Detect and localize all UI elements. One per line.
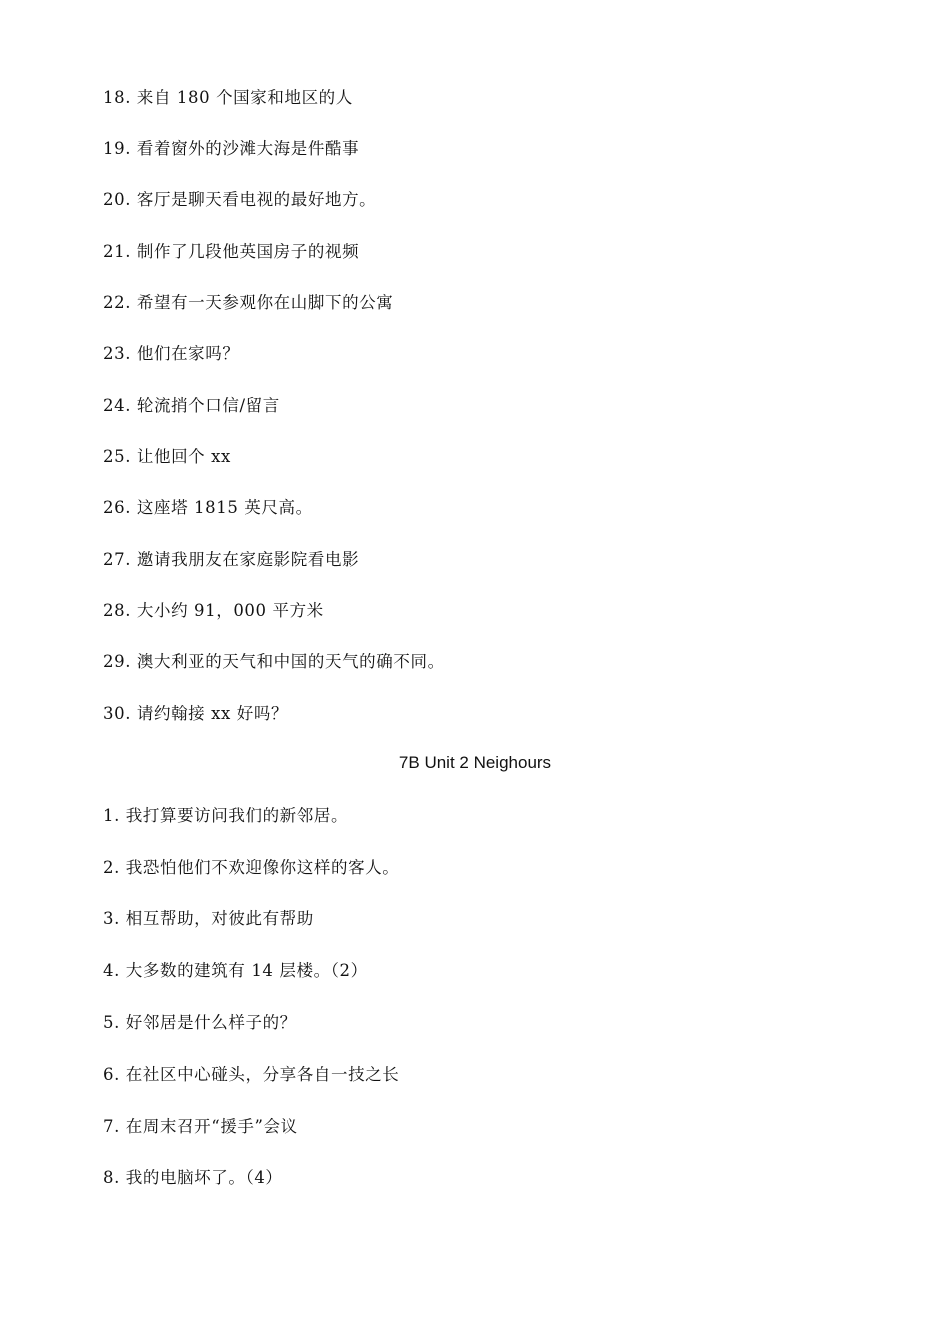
list-item: 18. 来自 180 个国家和地区的人 [103,88,353,107]
list-item: 22. 希望有一天参观你在山脚下的公寓 [103,293,394,312]
list-item: 7. 在周末召开“援手”会议 [103,1117,298,1136]
list-item: 8. 我的电脑坏了。（4） [103,1168,283,1187]
list-item: 3. 相互帮助，对彼此有帮助 [103,909,314,928]
list-item: 4. 大多数的建筑有 14 层楼。（2） [103,961,368,980]
list-item: 20. 客厅是聊天看电视的最好地方。 [103,190,377,209]
unit-heading: 7B Unit 2 Neighours [398,753,552,772]
list-item: 27. 邀请我朋友在家庭影院看电影 [103,550,360,569]
list-item: 26. 这座塔 1815 英尺高。 [103,498,313,517]
list-item: 25. 让他回个 xx [103,447,231,466]
list-item: 23. 他们在家吗？ [103,344,240,363]
list-item: 2. 我恐怕他们不欢迎像你这样的客人。 [103,858,400,877]
list-item: 5. 好邻居是什么样子的？ [103,1013,297,1032]
list-item: 6. 在社区中心碰头，分享各自一技之长 [103,1065,400,1084]
list-item: 24. 轮流捎个口信/留言 [103,396,280,415]
list-item: 19. 看着窗外的沙滩大海是件酷事 [103,139,360,158]
list-item: 21. 制作了几段他英国房子的视频 [103,242,360,261]
list-item: 1. 我打算要访问我们的新邻居。 [103,806,349,825]
list-item: 30. 请约翰接 xx 好吗？ [103,704,289,723]
list-item: 28. 大小约 91，000 平方米 [103,601,324,620]
list-item: 29. 澳大利亚的天气和中国的天气的确不同。 [103,652,445,671]
